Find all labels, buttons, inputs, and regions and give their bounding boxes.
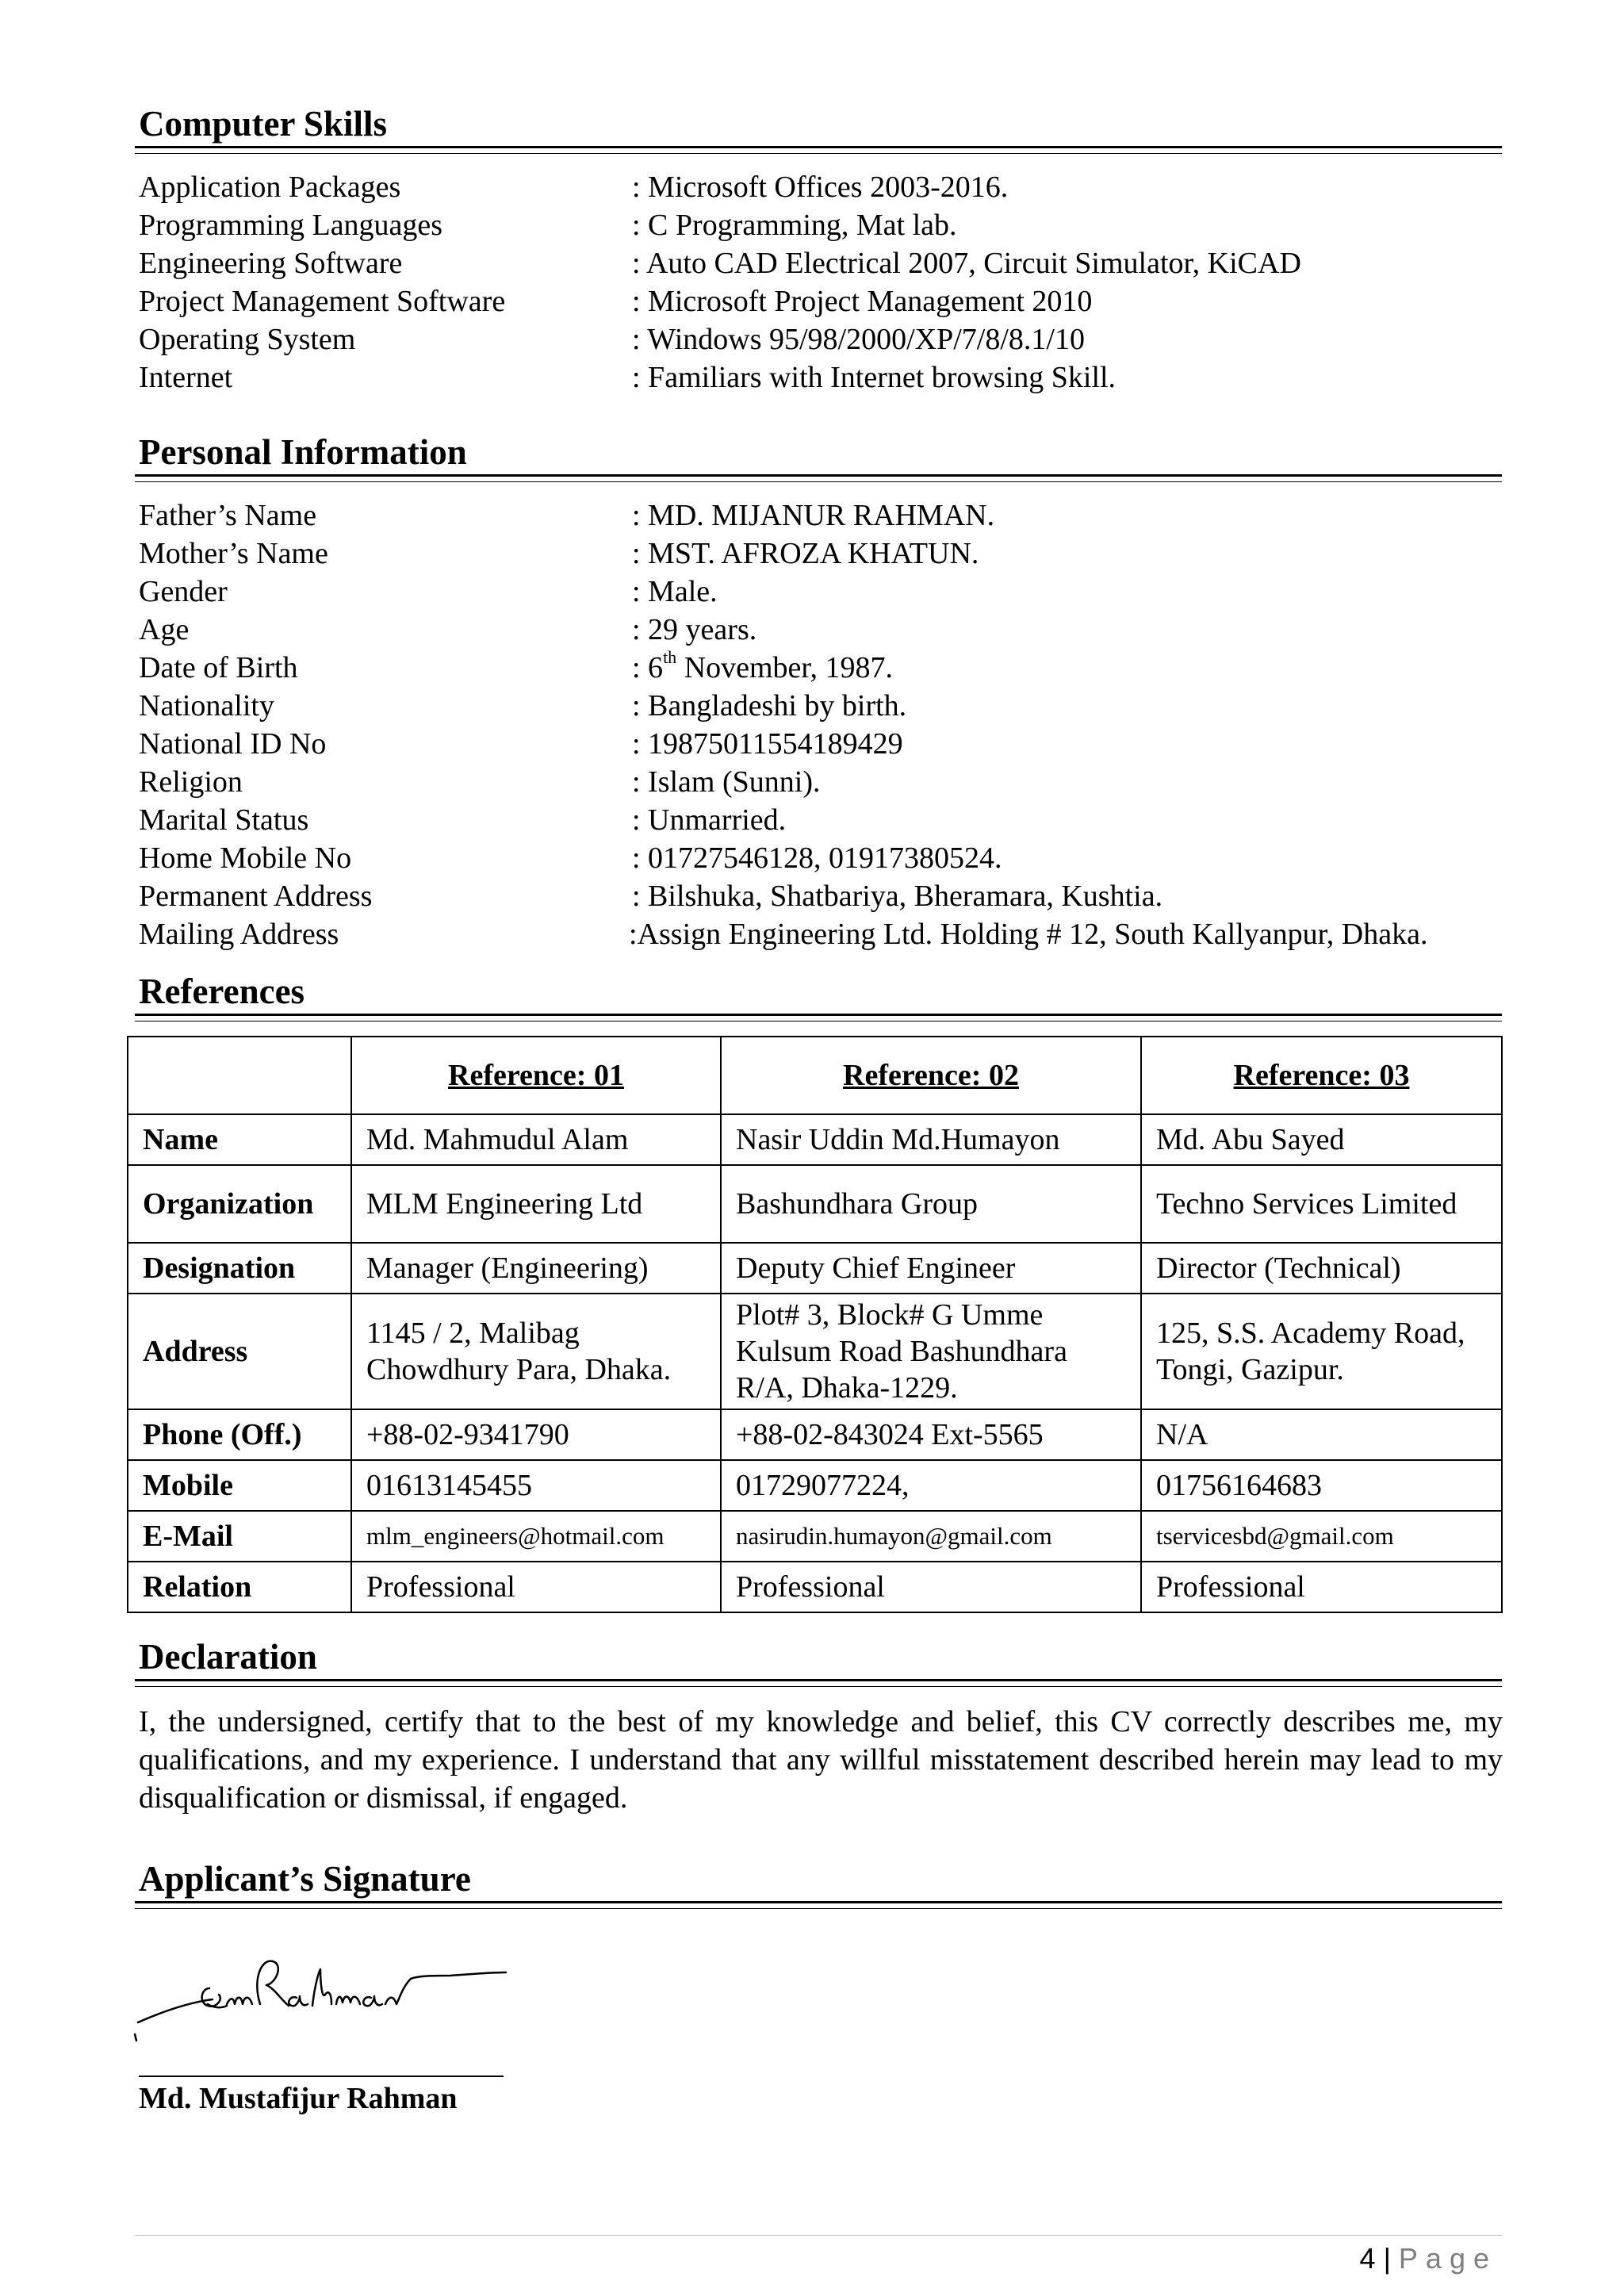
signature-heading: Applicant’s Signature <box>139 1859 471 1899</box>
info-row <box>139 535 1503 573</box>
info-row <box>139 763 1503 801</box>
table-cell: Md. Mahmudul Alam <box>351 1114 721 1165</box>
table-cell: 01756164683 <box>1141 1460 1502 1511</box>
skill-value: : Familiars with Internet browsing Skill. <box>632 361 1116 394</box>
table-cell: mlm_engineers@hotmail.com <box>351 1511 721 1562</box>
table-cell: 01729077224, <box>721 1460 1141 1511</box>
row-label: Address <box>128 1294 351 1409</box>
personal-information-list <box>139 496 1503 953</box>
row-label: Designation <box>128 1243 351 1294</box>
info-value: : Unmarried. <box>632 803 787 837</box>
info-label: Home Mobile No <box>139 841 352 875</box>
info-label: Nationality <box>139 689 274 723</box>
references-table <box>127 1036 1503 1613</box>
info-value: : Bilshuka, Shatbariya, Bheramara, Kushtia. <box>632 880 1163 913</box>
row-label: Mobile <box>128 1460 351 1511</box>
info-value: : Male. <box>632 575 718 608</box>
reference-header: Reference: 02 <box>721 1037 1141 1114</box>
table-cell: Md. Abu Sayed <box>1141 1114 1502 1165</box>
footer-rule <box>135 2235 1502 2236</box>
skill-row <box>139 206 1503 244</box>
info-value <box>632 649 1503 687</box>
info-label: Religion <box>139 765 243 799</box>
computer-skills-list <box>139 168 1503 397</box>
page-number: 4 <box>1359 2242 1376 2275</box>
section-rule <box>135 474 1502 482</box>
page-footer <box>1360 2241 1497 2276</box>
skill-row <box>139 320 1503 358</box>
personal-information-heading: Personal Information <box>139 432 467 472</box>
info-row <box>139 839 1503 877</box>
table-row <box>128 1511 1502 1562</box>
dob-rest: November, 1987. <box>676 651 894 684</box>
table-corner-cell <box>128 1037 351 1114</box>
table-row <box>128 1114 1502 1165</box>
skill-value: : Auto CAD Electrical 2007, Circuit Simulator, KiCAD <box>632 247 1301 280</box>
declaration-heading: Declaration <box>139 1637 317 1677</box>
info-label: Permanent Address <box>139 880 373 913</box>
table-cell: Bashundhara Group <box>721 1165 1141 1243</box>
table-row <box>128 1165 1502 1243</box>
table-header-row <box>128 1037 1502 1114</box>
table-row <box>128 1294 1502 1409</box>
row-label: E-Mail <box>128 1511 351 1562</box>
table-row <box>128 1409 1502 1460</box>
info-label: Date of Birth <box>139 651 298 684</box>
skill-value: : Windows 95/98/2000/XP/7/8/8.1/10 <box>632 323 1085 356</box>
info-row <box>139 649 1503 687</box>
table-cell: +88-02-843024 Ext-5565 <box>721 1409 1141 1460</box>
table-cell: tservicesbd@gmail.com <box>1141 1511 1502 1562</box>
skill-label: Engineering Software <box>139 247 403 280</box>
computer-skills-heading: Computer Skills <box>139 104 387 144</box>
info-label: National ID No <box>139 727 327 761</box>
applicant-name: Md. Mustafijur Rahman <box>139 2082 458 2115</box>
skill-value: : Microsoft Offices 2003-2016. <box>632 171 1009 204</box>
row-label: Organization <box>128 1165 351 1243</box>
info-label: Age <box>139 613 190 646</box>
table-cell: Nasir Uddin Md.Humayon <box>721 1114 1141 1165</box>
table-cell: +88-02-9341790 <box>351 1409 721 1460</box>
info-label: Mailing Address <box>139 918 339 951</box>
table-cell: Director (Technical) <box>1141 1243 1502 1294</box>
skill-row <box>139 282 1503 320</box>
skill-row <box>139 168 1503 206</box>
info-value: :Assign Engineering Ltd. Holding # 12, South Kallyanpur, Dhaka. <box>629 918 1428 951</box>
info-value: : MD. MIJANUR RAHMAN. <box>632 499 995 532</box>
info-row <box>139 877 1503 915</box>
info-value: : 29 years. <box>632 613 757 646</box>
info-value: : Bangladeshi by birth. <box>632 689 907 723</box>
info-row <box>139 915 1503 953</box>
table-cell: Plot# 3, Block# G Umme Kulsum Road Bashundhara R/A, Dhaka-1229. <box>721 1294 1141 1409</box>
row-label: Name <box>128 1114 351 1165</box>
table-row <box>128 1562 1502 1612</box>
dob-day: : 6 <box>632 651 664 684</box>
info-value: : 19875011554189429 <box>632 727 903 761</box>
info-value: : MST. AFROZA KHATUN. <box>632 537 979 570</box>
info-label: Gender <box>139 575 228 608</box>
table-cell: Professional <box>1141 1562 1502 1612</box>
info-label: Mother’s Name <box>139 537 328 570</box>
dob-ordinal: th <box>663 647 677 668</box>
table-cell: Deputy Chief Engineer <box>721 1243 1141 1294</box>
table-cell: MLM Engineering Ltd <box>351 1165 721 1243</box>
info-row <box>139 573 1503 611</box>
table-row <box>128 1243 1502 1294</box>
declaration-text: I, the undersigned, certify that to the best of my knowledge and belief, this CV correctly describes me, my qualifications, and my experience. I understand that any willful misstatement described herein may lead to my disqualification or dismissal, if engaged. <box>139 1705 1503 1815</box>
skill-row <box>139 244 1503 282</box>
table-row <box>128 1460 1502 1511</box>
skill-label: Internet <box>139 361 233 394</box>
references-heading: References <box>139 972 305 1011</box>
info-row <box>139 725 1503 763</box>
footer-separator: | <box>1383 2242 1391 2275</box>
info-row <box>139 496 1503 535</box>
reference-header: Reference: 03 <box>1141 1037 1502 1114</box>
row-label: Phone (Off.) <box>128 1409 351 1460</box>
skill-label: Application Packages <box>139 171 401 204</box>
skill-value: : Microsoft Project Management 2010 <box>632 285 1093 318</box>
info-row <box>139 687 1503 725</box>
signature-line <box>139 2076 504 2077</box>
skill-label: Operating System <box>139 323 356 356</box>
info-label: Marital Status <box>139 803 309 837</box>
skill-row <box>139 358 1503 397</box>
info-row <box>139 801 1503 839</box>
info-label: Father’s Name <box>139 499 317 532</box>
info-row <box>139 611 1503 649</box>
table-cell: Professional <box>351 1562 721 1612</box>
row-label: Relation <box>128 1562 351 1612</box>
skill-label: Programming Languages <box>139 209 443 242</box>
table-cell: 01613145455 <box>351 1460 721 1511</box>
table-cell: Manager (Engineering) <box>351 1243 721 1294</box>
section-rule <box>135 146 1502 154</box>
section-rule <box>135 1679 1502 1687</box>
section-rule <box>135 1901 1502 1909</box>
table-cell: nasirudin.humayon@gmail.com <box>721 1511 1141 1562</box>
page-label: Page <box>1398 2242 1497 2275</box>
signature-image <box>133 1947 514 2050</box>
reference-header: Reference: 01 <box>351 1037 721 1114</box>
skill-value: : C Programming, Mat lab. <box>632 209 957 242</box>
table-cell: 1145 / 2, Malibag Chowdhury Para, Dhaka. <box>351 1294 721 1409</box>
table-cell: Techno Services Limited <box>1141 1165 1502 1243</box>
table-cell: N/A <box>1141 1409 1502 1460</box>
table-cell: 125, S.S. Academy Road, Tongi, Gazipur. <box>1141 1294 1502 1409</box>
table-cell: Professional <box>721 1562 1141 1612</box>
info-value: : Islam (Sunni). <box>632 765 821 799</box>
skill-label: Project Management Software <box>139 285 506 318</box>
info-value: : 01727546128, 01917380524. <box>632 841 1002 875</box>
section-rule <box>135 1014 1502 1022</box>
